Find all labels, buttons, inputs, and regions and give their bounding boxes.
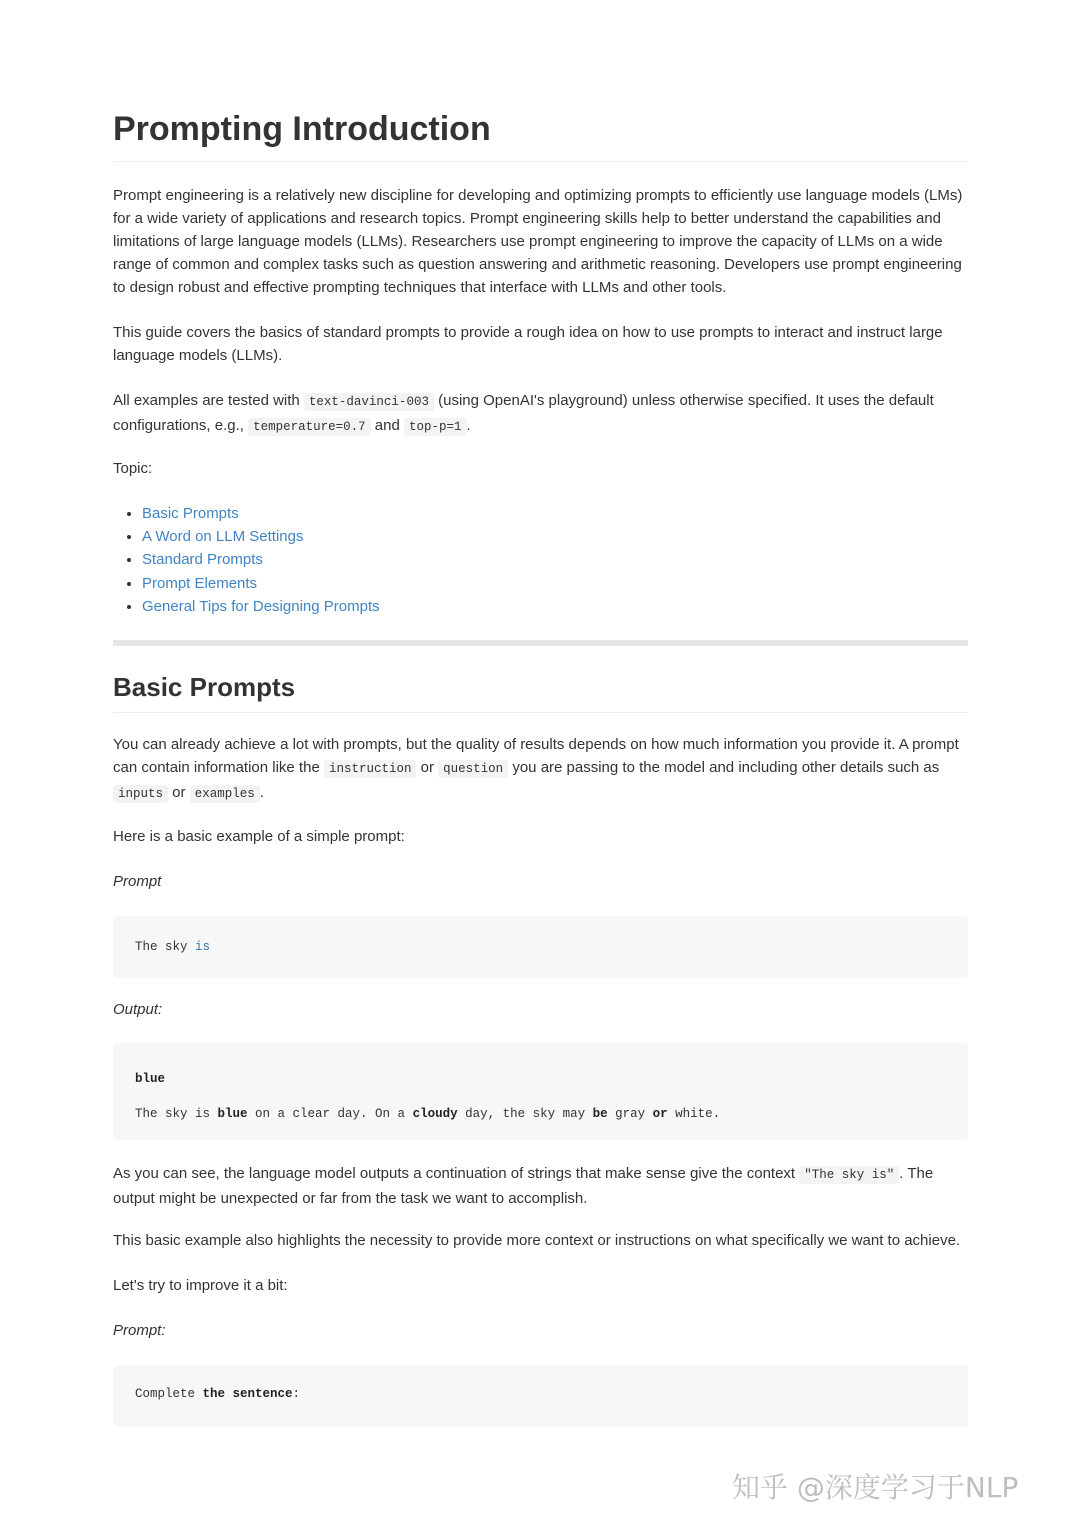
list-item <box>142 572 380 595</box>
list-item <box>142 595 380 618</box>
toc-link-standard-prompts[interactable]: Standard Prompts <box>142 551 263 569</box>
watermark: 知乎 @深度学习于NLP <box>732 1471 1019 1504</box>
basic-paragraph-1: You can already achieve a lot with prompts, but the quality of results depends on how much information you provide it. A prompt can contain information like the instruction or question you are passing to the model and including other details such as inputs or examples . <box>113 736 959 801</box>
list-item <box>142 502 380 525</box>
list-item <box>142 548 380 571</box>
code-block-prompt-2: Complete the sentence: <box>113 1365 968 1427</box>
code-block-output: blue The sky is blue on a clear day. On a cloudy day, the sky may be gray or white. <box>113 1043 968 1140</box>
inline-code-top-p: top-p=1 <box>404 418 467 436</box>
output-label: Output: <box>113 1001 163 1018</box>
section-heading-basic-prompts: Basic Prompts <box>113 672 968 713</box>
topic-list <box>113 502 380 618</box>
inline-code-examples: examples <box>190 785 260 803</box>
inline-code-model: text-davinci-003 <box>304 393 434 411</box>
toc-link-llm-settings[interactable]: A Word on LLM Settings <box>142 528 304 546</box>
inline-code-instruction: instruction <box>324 760 417 778</box>
prompt2-label: Prompt: <box>113 1322 166 1339</box>
inline-code-inputs: inputs <box>113 785 168 803</box>
page-title: Prompting Introduction <box>113 110 968 162</box>
section-divider <box>113 640 968 646</box>
basic-paragraph-4: This basic example also highlights the necessity to provide more context or instructions on what specifically we want to achieve. <box>113 1232 961 1249</box>
inline-code-question: question <box>438 760 508 778</box>
basic-paragraph-3: As you can see, the language model outputs a continuation of strings that make sense give the context "The sky is" . The output might be unexpected or far from the task we want to accomplish. <box>113 1165 934 1207</box>
inline-code-the-sky-is: "The sky is" <box>799 1166 899 1184</box>
toc-link-prompt-elements[interactable]: Prompt Elements <box>142 574 258 592</box>
code-block-prompt: The sky is <box>113 916 968 978</box>
basic-paragraph-2: Here is a basic example of a simple prompt: <box>113 828 405 845</box>
inline-code-temperature: temperature=0.7 <box>248 418 371 436</box>
toc-link-general-tips[interactable]: General Tips for Designing Prompts <box>142 597 380 615</box>
prompt-label: Prompt <box>113 873 162 890</box>
topic-label: Topic: <box>113 460 153 477</box>
list-item <box>142 525 380 548</box>
toc-link-basic-prompts[interactable]: Basic Prompts <box>142 505 239 522</box>
intro-paragraph-2: This guide covers the basics of standard prompts to provide a rough idea on how to use prompts to interact and instruct large language models (LLMs). <box>113 324 943 364</box>
intro-paragraph-3: All examples are tested with text-davinci-003 (using OpenAI's playground) unless otherwise specified. It uses the default configurations, e.g., temperature=0.7 and top-p=1 . <box>113 392 934 434</box>
basic-paragraph-5: Let's try to improve it a bit: <box>113 1277 288 1294</box>
intro-paragraph-1: Prompt engineering is a relatively new discipline for developing and optimizing prompts to efficiently use language models (LMs) for a wide variety of applications and research topics. Prompt engineering skills help to better understand the capabilities and limitations of large language models (LLMs). Researchers use prompt engineering to improve the capacity of LLMs on a wide range of common and complex tasks such as question answering and arithmetic reasoning. Developers use prompt engineering to design robust and effective prompting techniques that interface with LLMs and other tools. <box>113 187 963 296</box>
